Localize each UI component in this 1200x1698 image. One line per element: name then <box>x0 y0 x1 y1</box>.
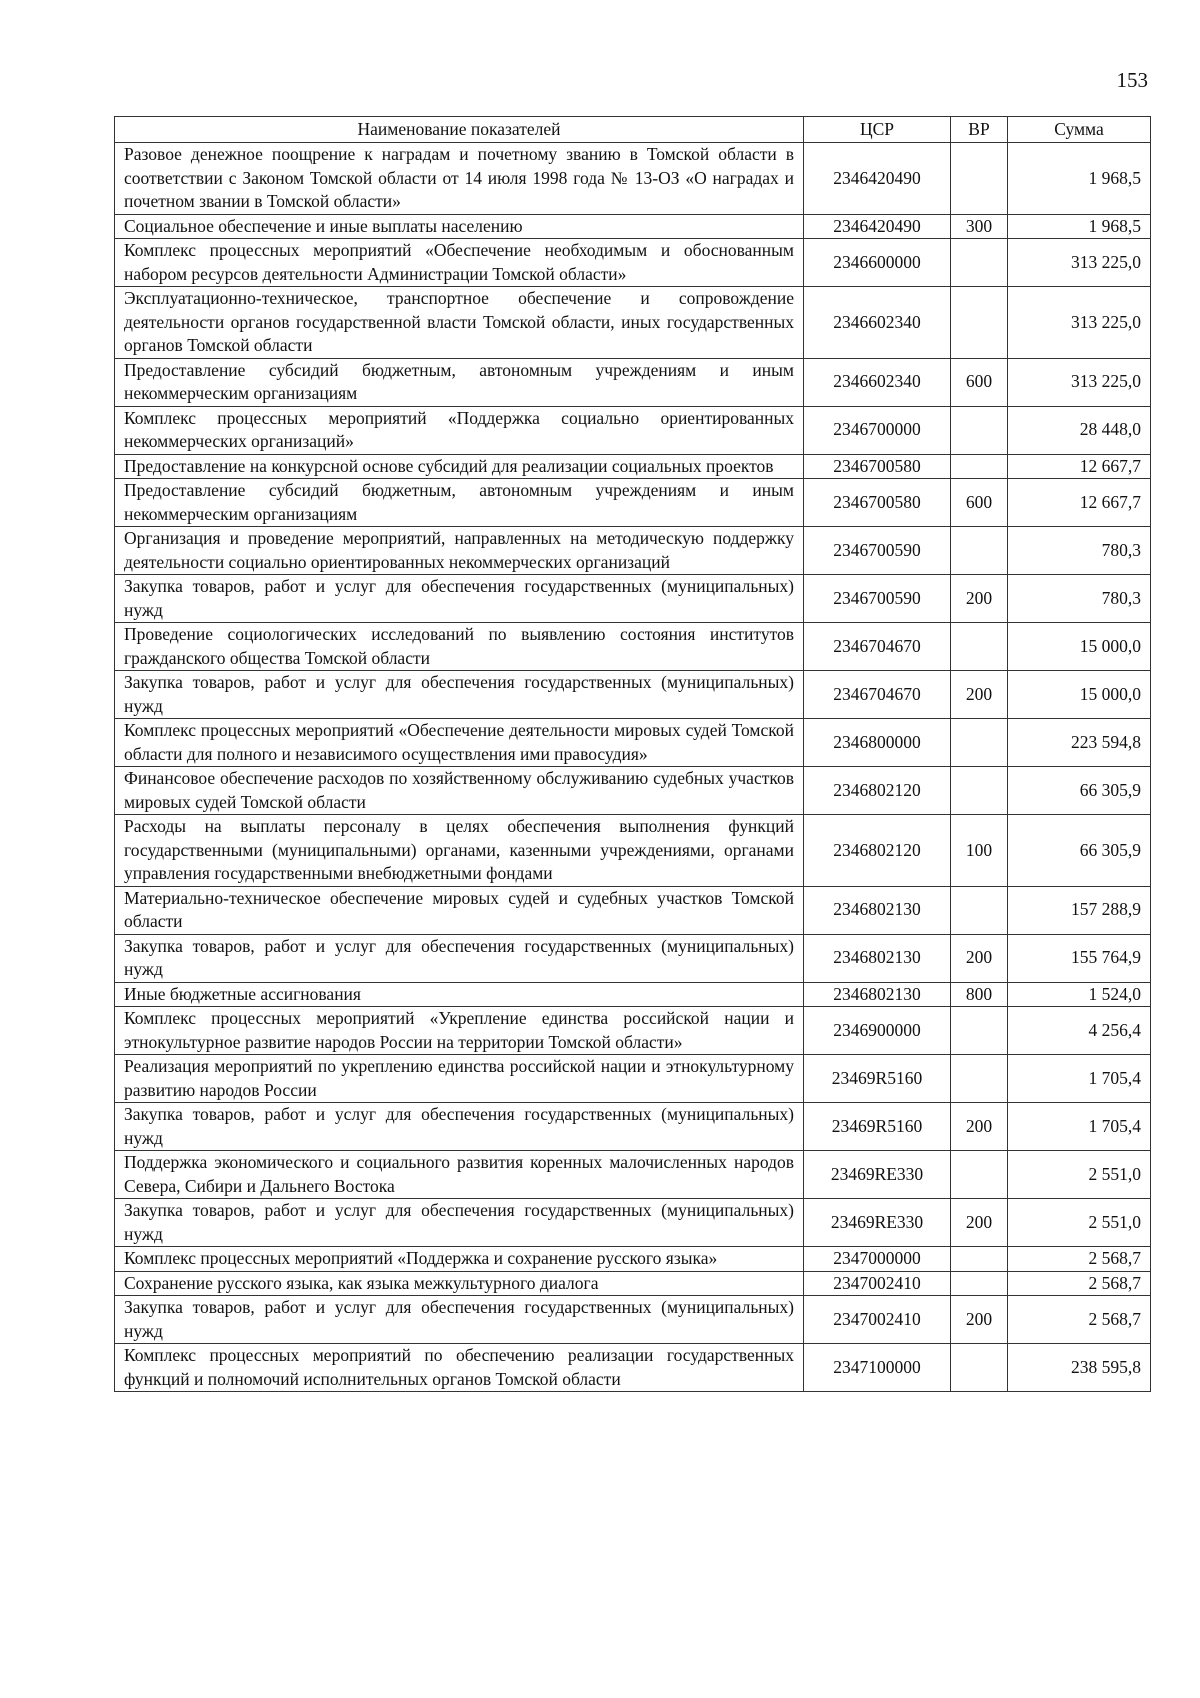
cell-name: Социальное обеспечение и иные выплаты населению <box>115 214 804 239</box>
cell-vr: 100 <box>951 815 1008 887</box>
cell-vr <box>951 1007 1008 1055</box>
cell-name: Иные бюджетные ассигнования <box>115 982 804 1007</box>
table-row <box>115 1247 1151 1272</box>
cell-vr: 200 <box>951 1296 1008 1344</box>
cell-csr: 2346704670 <box>804 623 951 671</box>
table-row <box>115 143 1151 215</box>
cell-vr: 300 <box>951 214 1008 239</box>
cell-csr: 2347000000 <box>804 1247 951 1272</box>
cell-vr <box>951 719 1008 767</box>
cell-csr: 2346802130 <box>804 982 951 1007</box>
cell-csr: 23469R5160 <box>804 1055 951 1103</box>
table-row <box>115 1344 1151 1392</box>
cell-sum: 1 968,5 <box>1008 214 1151 239</box>
cell-vr <box>951 1344 1008 1392</box>
table-row <box>115 815 1151 887</box>
cell-sum: 313 225,0 <box>1008 239 1151 287</box>
cell-csr: 2346420490 <box>804 143 951 215</box>
cell-csr: 23469RE330 <box>804 1199 951 1247</box>
cell-sum: 1 705,4 <box>1008 1103 1151 1151</box>
table-row <box>115 527 1151 575</box>
header-csr: ЦСР <box>804 117 951 143</box>
cell-csr: 2346900000 <box>804 1007 951 1055</box>
cell-csr: 2346700580 <box>804 479 951 527</box>
cell-name: Проведение социологических исследований по выявлению состояния институтов гражданского общества Томской области <box>115 623 804 671</box>
cell-name: Предоставление субсидий бюджетным, автономным учреждениям и иным некоммерческим организациям <box>115 358 804 406</box>
cell-sum: 66 305,9 <box>1008 815 1151 887</box>
cell-vr: 200 <box>951 671 1008 719</box>
header-sum: Сумма <box>1008 117 1151 143</box>
table-row <box>115 575 1151 623</box>
cell-vr <box>951 886 1008 934</box>
cell-name: Эксплуатационно-техническое, транспортное обеспечение и сопровождение деятельности органов государственной власти Томской области, иных государственных органов Томской области <box>115 287 804 359</box>
cell-sum: 2 568,7 <box>1008 1271 1151 1296</box>
cell-sum: 780,3 <box>1008 575 1151 623</box>
cell-name: Материально-техническое обеспечение мировых судей и судебных участков Томской области <box>115 886 804 934</box>
table-row <box>115 1103 1151 1151</box>
cell-sum: 2 551,0 <box>1008 1151 1151 1199</box>
cell-csr: 2346700580 <box>804 454 951 479</box>
cell-vr: 200 <box>951 1103 1008 1151</box>
table-row <box>115 767 1151 815</box>
cell-vr <box>951 767 1008 815</box>
cell-csr: 2346802130 <box>804 934 951 982</box>
cell-name: Комплекс процессных мероприятий «Поддержка социально ориентированных некоммерческих организаций» <box>115 406 804 454</box>
cell-name: Закупка товаров, работ и услуг для обеспечения государственных (муниципальных) нужд <box>115 671 804 719</box>
table-row <box>115 454 1151 479</box>
cell-vr <box>951 406 1008 454</box>
cell-sum: 313 225,0 <box>1008 287 1151 359</box>
cell-name: Закупка товаров, работ и услуг для обеспечения государственных (муниципальных) нужд <box>115 1296 804 1344</box>
cell-name: Сохранение русского языка, как языка межкультурного диалога <box>115 1271 804 1296</box>
table-row <box>115 479 1151 527</box>
cell-name: Закупка товаров, работ и услуг для обеспечения государственных (муниципальных) нужд <box>115 575 804 623</box>
cell-csr: 2346802120 <box>804 767 951 815</box>
cell-vr <box>951 287 1008 359</box>
table-row <box>115 671 1151 719</box>
cell-vr: 600 <box>951 358 1008 406</box>
cell-name: Финансовое обеспечение расходов по хозяйственному обслуживанию судебных участков мировых судей Томской области <box>115 767 804 815</box>
cell-csr: 2346802130 <box>804 886 951 934</box>
table-row <box>115 1199 1151 1247</box>
cell-name: Комплекс процессных мероприятий «Обеспечение необходимым и обоснованным набором ресурсов деятельности Администрации Томской области» <box>115 239 804 287</box>
table-row <box>115 1007 1151 1055</box>
cell-csr: 2346700590 <box>804 575 951 623</box>
cell-sum: 1 705,4 <box>1008 1055 1151 1103</box>
cell-csr: 2346602340 <box>804 287 951 359</box>
cell-vr <box>951 527 1008 575</box>
cell-sum: 238 595,8 <box>1008 1344 1151 1392</box>
cell-csr: 2347002410 <box>804 1296 951 1344</box>
cell-vr <box>951 143 1008 215</box>
cell-sum: 223 594,8 <box>1008 719 1151 767</box>
table-row <box>115 934 1151 982</box>
table-row <box>115 239 1151 287</box>
cell-sum: 4 256,4 <box>1008 1007 1151 1055</box>
cell-sum: 28 448,0 <box>1008 406 1151 454</box>
cell-csr: 2346602340 <box>804 358 951 406</box>
budget-table <box>114 116 1151 1392</box>
cell-csr: 23469RE330 <box>804 1151 951 1199</box>
cell-name: Расходы на выплаты персоналу в целях обеспечения выполнения функций государственными (муниципальными) органами, казенными учреждениями, органами управления государственными внебюджетными фондами <box>115 815 804 887</box>
cell-sum: 15 000,0 <box>1008 671 1151 719</box>
cell-sum: 1 968,5 <box>1008 143 1151 215</box>
cell-name: Комплекс процессных мероприятий «Укрепление единства российской нации и этнокультурное развитие народов России на территории Томской области» <box>115 1007 804 1055</box>
cell-name: Разовое денежное поощрение к наградам и почетному званию в Томской области в соответствии с Законом Томской области от 14 июля 1998 года № 13-ОЗ «О наградах и почетном звании в Томской области» <box>115 143 804 215</box>
cell-name: Комплекс процессных мероприятий «Поддержка и сохранение русского языка» <box>115 1247 804 1272</box>
cell-vr: 600 <box>951 479 1008 527</box>
cell-sum: 1 524,0 <box>1008 982 1151 1007</box>
cell-name: Предоставление на конкурсной основе субсидий для реализации социальных проектов <box>115 454 804 479</box>
cell-csr: 2346420490 <box>804 214 951 239</box>
cell-sum: 157 288,9 <box>1008 886 1151 934</box>
table-row <box>115 358 1151 406</box>
cell-sum: 2 568,7 <box>1008 1296 1151 1344</box>
cell-sum: 780,3 <box>1008 527 1151 575</box>
cell-vr: 200 <box>951 934 1008 982</box>
cell-csr: 2346704670 <box>804 671 951 719</box>
page-number: 153 <box>1116 68 1148 92</box>
cell-name: Комплекс процессных мероприятий по обеспечению реализации государственных функций и полномочий исполнительных органов Томской области <box>115 1344 804 1392</box>
table-row <box>115 406 1151 454</box>
cell-sum: 313 225,0 <box>1008 358 1151 406</box>
cell-csr: 2346700590 <box>804 527 951 575</box>
cell-vr <box>951 1151 1008 1199</box>
cell-sum: 2 551,0 <box>1008 1199 1151 1247</box>
table-row <box>115 1271 1151 1296</box>
table-row <box>115 982 1151 1007</box>
cell-csr: 2346600000 <box>804 239 951 287</box>
table-row <box>115 623 1151 671</box>
cell-vr: 800 <box>951 982 1008 1007</box>
cell-sum: 12 667,7 <box>1008 454 1151 479</box>
cell-csr: 2347100000 <box>804 1344 951 1392</box>
cell-sum: 12 667,7 <box>1008 479 1151 527</box>
cell-name: Реализация мероприятий по укреплению единства российской нации и этнокультурному развитию народов России <box>115 1055 804 1103</box>
header-vr: ВР <box>951 117 1008 143</box>
cell-vr <box>951 454 1008 479</box>
cell-csr: 23469R5160 <box>804 1103 951 1151</box>
table-row <box>115 886 1151 934</box>
cell-name: Закупка товаров, работ и услуг для обеспечения государственных (муниципальных) нужд <box>115 934 804 982</box>
table-row <box>115 1296 1151 1344</box>
table-row <box>115 214 1151 239</box>
cell-name: Поддержка экономического и социального развития коренных малочисленных народов Севера, Сибири и Дальнего Востока <box>115 1151 804 1199</box>
cell-name: Предоставление субсидий бюджетным, автономным учреждениям и иным некоммерческим организациям <box>115 479 804 527</box>
cell-vr <box>951 1055 1008 1103</box>
cell-vr: 200 <box>951 1199 1008 1247</box>
table-body <box>115 143 1151 1392</box>
cell-sum: 66 305,9 <box>1008 767 1151 815</box>
cell-vr: 200 <box>951 575 1008 623</box>
table-row <box>115 287 1151 359</box>
cell-vr <box>951 239 1008 287</box>
table-row <box>115 1151 1151 1199</box>
cell-sum: 15 000,0 <box>1008 623 1151 671</box>
cell-name: Организация и проведение мероприятий, направленных на методическую поддержку деятельности социально ориентированных некоммерческих организаций <box>115 527 804 575</box>
cell-vr <box>951 623 1008 671</box>
table-header-row <box>115 117 1151 143</box>
cell-csr: 2346802120 <box>804 815 951 887</box>
cell-csr: 2346700000 <box>804 406 951 454</box>
cell-vr <box>951 1247 1008 1272</box>
cell-vr <box>951 1271 1008 1296</box>
cell-csr: 2346800000 <box>804 719 951 767</box>
cell-name: Закупка товаров, работ и услуг для обеспечения государственных (муниципальных) нужд <box>115 1199 804 1247</box>
cell-csr: 2347002410 <box>804 1271 951 1296</box>
table-row <box>115 1055 1151 1103</box>
table-row <box>115 719 1151 767</box>
cell-name: Комплекс процессных мероприятий «Обеспечение деятельности мировых судей Томской области для полного и независимого осуществления ими правосудия» <box>115 719 804 767</box>
cell-sum: 155 764,9 <box>1008 934 1151 982</box>
cell-sum: 2 568,7 <box>1008 1247 1151 1272</box>
header-name: Наименование показателей <box>115 117 804 143</box>
cell-name: Закупка товаров, работ и услуг для обеспечения государственных (муниципальных) нужд <box>115 1103 804 1151</box>
